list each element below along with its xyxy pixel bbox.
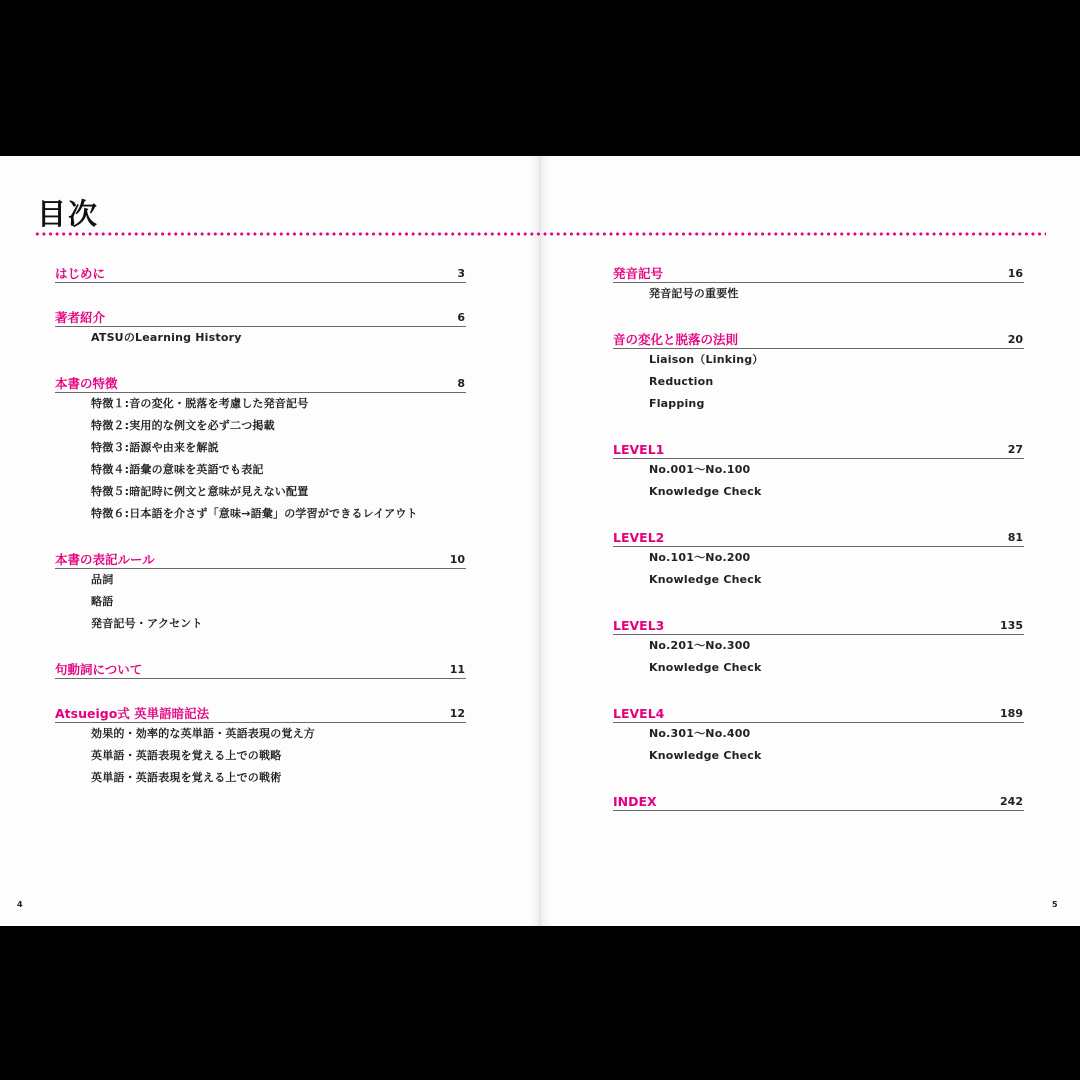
toc-section <box>613 792 1024 811</box>
toc-entry-page: 12 <box>449 707 465 720</box>
toc-entry[interactable] <box>55 550 466 569</box>
toc-subitems <box>613 459 1024 503</box>
toc-subitems <box>613 635 1024 679</box>
toc-entry[interactable] <box>613 704 1024 723</box>
toc-section <box>55 374 466 525</box>
toc-entry-title: はじめに <box>55 266 106 281</box>
toc-entry-title: LEVEL3 <box>613 618 665 633</box>
toc-subitem[interactable]: Reduction <box>649 375 714 388</box>
toc-subitem[interactable]: Flapping <box>649 397 705 410</box>
dotted-divider <box>34 232 1046 236</box>
toc-entry-title: INDEX <box>613 794 657 809</box>
toc-subitem[interactable]: No.201〜No.300 <box>649 639 751 652</box>
toc-entry-page: 242 <box>1000 795 1023 808</box>
left-page-number: 4 <box>17 900 23 909</box>
toc-subitem[interactable]: 略語 <box>91 595 114 608</box>
toc-section <box>55 550 466 635</box>
toc-subitem[interactable]: No.001〜No.100 <box>649 463 751 476</box>
toc-entry-title: 本書の特徴 <box>55 376 118 391</box>
toc-entry-page: 135 <box>1000 619 1023 632</box>
toc-entry[interactable] <box>55 264 466 283</box>
toc-entry[interactable] <box>613 440 1024 459</box>
page-gutter <box>530 156 550 926</box>
toc-subitems <box>613 723 1024 767</box>
toc-entry-page: 20 <box>1007 333 1023 346</box>
toc-entry[interactable] <box>613 528 1024 547</box>
toc-entry[interactable] <box>613 792 1024 811</box>
toc-subitem[interactable]: 効果的・効率的な英単語・英語表現の覚え方 <box>91 727 315 740</box>
toc-entry-page: 3 <box>457 267 465 280</box>
toc-section <box>613 704 1024 767</box>
toc-entry[interactable] <box>55 704 466 723</box>
toc-subitem[interactable]: 特徴２:実用的な例文を必ず二つ掲載 <box>91 419 275 432</box>
toc-entry[interactable] <box>55 374 466 393</box>
right-page-number: 5 <box>1052 900 1058 909</box>
toc-subitems <box>613 349 1024 415</box>
toc-entry-title: 本書の表記ルール <box>55 552 155 567</box>
book-spread <box>0 156 1080 926</box>
toc-subitem[interactable]: 特徴５:暗記時に例文と意味が見えない配置 <box>91 485 309 498</box>
toc-entry-title: 発音記号 <box>613 266 664 281</box>
toc-entry[interactable] <box>613 616 1024 635</box>
toc-subitem[interactable]: No.301〜No.400 <box>649 727 751 740</box>
toc-subitem[interactable]: 発音記号の重要性 <box>649 287 739 300</box>
toc-subitem[interactable]: Liaison（Linking） <box>649 353 764 366</box>
toc-subitems <box>613 547 1024 591</box>
toc-section <box>55 704 466 789</box>
toc-subitem[interactable]: 特徴６:日本語を介さず「意味→語彙」の学習ができるレイアウト <box>91 507 418 520</box>
toc-subitem[interactable]: 英単語・英語表現を覚える上での戦略 <box>91 749 282 762</box>
toc-entry-page: 27 <box>1007 443 1023 456</box>
toc-entry-title: LEVEL2 <box>613 530 665 545</box>
toc-subitems <box>55 393 466 525</box>
toc-entry[interactable] <box>613 330 1024 349</box>
toc-subitems <box>55 327 466 349</box>
toc-subitems <box>55 569 466 635</box>
toc-section <box>55 660 466 679</box>
toc-subitem[interactable]: 特徴３:語源や由来を解説 <box>91 441 219 454</box>
toc-section <box>55 264 466 283</box>
toc-subitem[interactable]: Knowledge Check <box>649 485 762 498</box>
toc-entry-page: 6 <box>457 311 465 324</box>
toc-section <box>613 528 1024 591</box>
toc-subitem[interactable]: Knowledge Check <box>649 573 762 586</box>
toc-entry[interactable] <box>55 308 466 327</box>
toc-subitem[interactable]: Knowledge Check <box>649 749 762 762</box>
toc-entry-page: 8 <box>457 377 465 390</box>
toc-entry-page: 11 <box>449 663 465 676</box>
toc-subitem[interactable]: 特徴４:語彙の意味を英語でも表記 <box>91 463 264 476</box>
page-title: 目次 <box>37 197 100 231</box>
toc-subitem[interactable]: 品詞 <box>91 573 114 586</box>
toc-entry-title: Atsueigo式 英単語暗記法 <box>55 706 210 721</box>
toc-entry[interactable] <box>613 264 1024 283</box>
toc-entry-title: 音の変化と脱落の法則 <box>613 332 739 347</box>
toc-entry-title: LEVEL4 <box>613 706 665 721</box>
toc-section <box>613 440 1024 503</box>
toc-subitem[interactable]: 英単語・英語表現を覚える上での戦術 <box>91 771 282 784</box>
toc-section <box>613 616 1024 679</box>
toc-entry[interactable] <box>55 660 466 679</box>
toc-subitem[interactable]: No.101〜No.200 <box>649 551 751 564</box>
toc-subitems <box>55 723 466 789</box>
toc-entry-page: 10 <box>449 553 465 566</box>
toc-subitem[interactable]: Knowledge Check <box>649 661 762 674</box>
toc-section <box>613 264 1024 305</box>
toc-entry-title: 句動詞について <box>55 662 143 677</box>
toc-subitem[interactable]: 特徴１:音の変化・脱落を考慮した発音記号 <box>91 397 309 410</box>
toc-section <box>613 330 1024 415</box>
toc-entry-title: 著者紹介 <box>55 310 106 325</box>
toc-subitems <box>613 283 1024 305</box>
toc-entry-title: LEVEL1 <box>613 442 665 457</box>
toc-subitem[interactable]: 発音記号・アクセント <box>91 617 203 630</box>
toc-entry-page: 16 <box>1007 267 1023 280</box>
toc-section <box>55 308 466 349</box>
toc-entry-page: 189 <box>1000 707 1023 720</box>
toc-entry-page: 81 <box>1007 531 1023 544</box>
toc-subitem[interactable]: ATSUのLearning History <box>91 331 242 344</box>
